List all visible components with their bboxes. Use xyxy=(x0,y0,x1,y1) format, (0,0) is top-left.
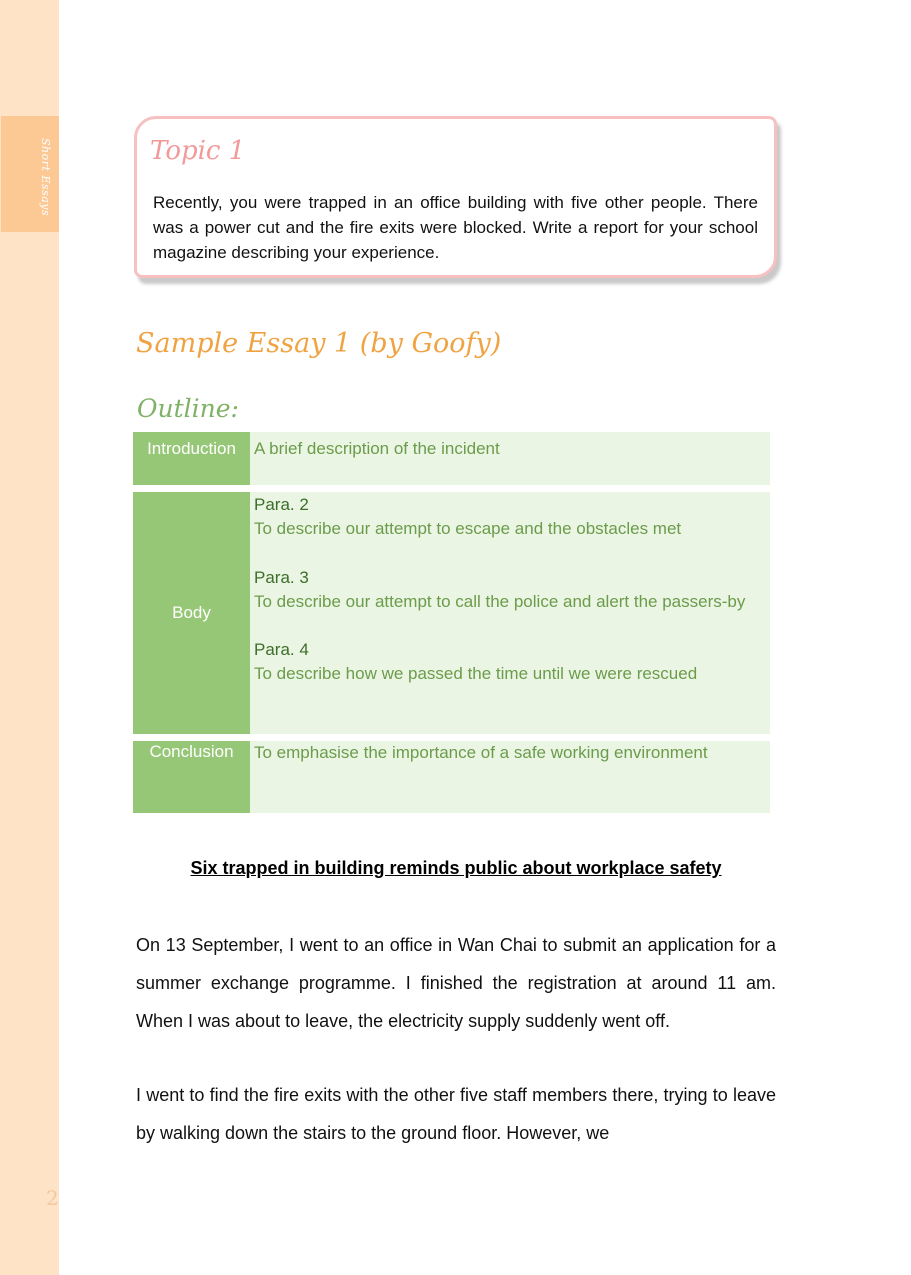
outline-body-label: Body xyxy=(133,492,250,734)
essay-paragraph-2: I went to find the fire exits with the other five staff members there, trying to leave by walking down the stairs to the ground floor. However, we xyxy=(136,1085,776,1143)
outline-introduction-label: Introduction xyxy=(133,432,250,485)
essay-headline: Six trapped in building reminds public about workplace safety xyxy=(190,858,722,878)
outline-title: Outline: xyxy=(137,394,239,423)
para-4-text: To describe how we passed the time until we were rescued xyxy=(254,664,698,683)
essay-paragraph-1: On 13 September, I went to an office in Wan Chai to submit an application for a summer exchange programme. I finished the registration at around 11 am. When I was about to leave, the electricity supply suddenly went off. xyxy=(136,935,776,1031)
outline-conclusion-label: Conclusion xyxy=(133,741,250,813)
para-3-text: To describe our attempt to call the police and alert the passers-by xyxy=(254,592,746,611)
outline-introduction-content xyxy=(250,432,770,485)
page-number: 2 xyxy=(46,1186,59,1210)
para-2-heading: Para. 2 xyxy=(254,495,309,514)
sample-essay-title: Sample Essay 1 (by Goofy) xyxy=(136,328,502,359)
para-4-heading: Para. 4 xyxy=(254,640,309,659)
chapter-tab-label: Short Essays xyxy=(39,138,52,217)
topic-prompt: Recently, you were trapped in an office building with five other people. There was a power cut and the fire exits were blocked. Write a report for your school magazine describing your experience. xyxy=(153,193,758,262)
outline-conclusion-text: To emphasise the importance of a safe working environment xyxy=(254,743,708,762)
para-2-text: To describe our attempt to escape and the obstacles met xyxy=(254,519,682,538)
outline-introduction-text: A brief description of the incident xyxy=(254,439,500,458)
topic-title: Topic 1 xyxy=(150,136,246,166)
outline-conclusion-content xyxy=(250,741,770,813)
outline-body-content xyxy=(250,492,770,734)
para-3-heading: Para. 3 xyxy=(254,568,309,587)
